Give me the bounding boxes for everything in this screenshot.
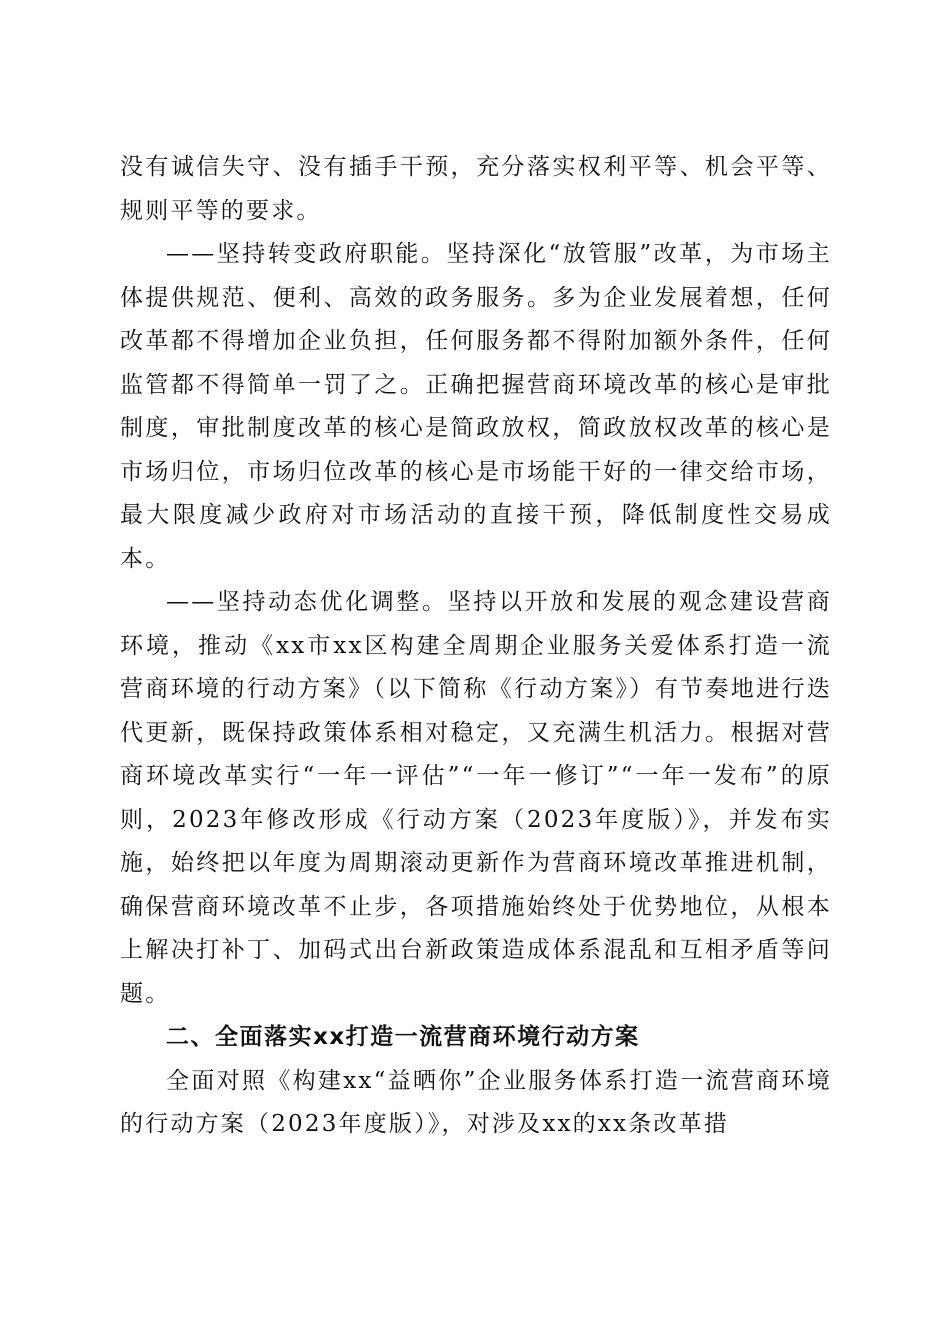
section-heading-2: 二、全面落实xx打造一流营商环境行动方案 bbox=[166, 1024, 640, 1050]
paragraph-continuation: 没有诚信失守、没有插手干预，充分落实权利平等、机会平等、规则平等的要求。 bbox=[120, 154, 832, 224]
paragraph-transform-government-functions: ——坚持转变政府职能。坚持深化“放管服”改革，为市场主体提供规范、便利、高效的政务服务。多为企业发展着想，任何改革都不得增加企业负担，任何服务都不得附加额外条件，任何监管都不得简单一罚了之。正确把握营商环境改革的核心是审批制度，审批制度改革的核心是简政放权，简政放权改革的核心是市场归位，市场归位改革的核心是市场能干好的一律交给市场，最大限度减少政府对市场活动的直接干预，降低制度性交易成本。 bbox=[120, 241, 832, 572]
paragraph-dynamic-optimization: ——坚持动态优化调整。坚持以开放和发展的观念建设营商环境，推动《xx市xx区构建全周期企业服务关爱体系打造一流营商环境的行动方案》（以下简称《行动方案》）有节奏地进行迭代更新，既保持政策体系相对稳定，又充满生机活力。根据对营商环境改革实行“一年一评估”“一年一修订”“一年一发布”的原则，2023年修改形成《行动方案（2023年度版）》，并发布实施，始终把以年度为周期滚动更新作为营商环境改革推进机制，确保营商环境改革不止步，各项措施始终处于优势地位，从根本上解决打补丁、加码式出台新政策造成体系混乱和互相矛盾等问题。 bbox=[120, 589, 832, 1007]
document-body bbox=[120, 146, 832, 1147]
paragraph-full-implementation: 全面对照《构建xx“益晒你”企业服务体系打造一流营商环境的行动方案（2023年度版）》，对涉及xx的xx条改革措 bbox=[120, 1067, 832, 1137]
